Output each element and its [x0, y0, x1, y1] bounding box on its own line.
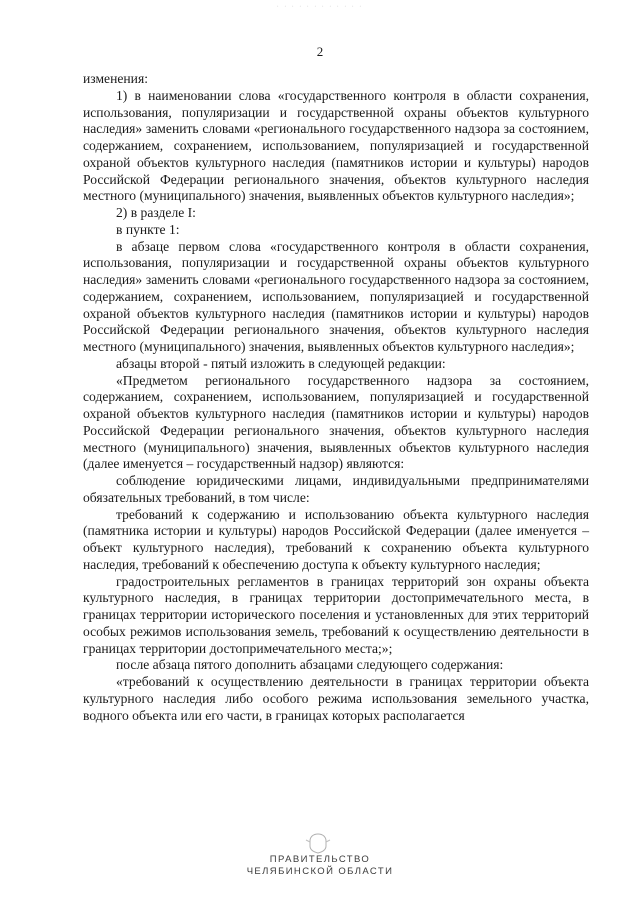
document-body — [83, 71, 589, 724]
paragraph-gradostroitelnyh: градостроительных регламентов в границах территорий зон охраны объекта культурного наследия, в границах территории достопримечательного места, в границах территории исторического поселения и установленных для этих территорий особых режимов использования земель, требований к осуществлению деятельности в границах территории достопримечательного места;»; — [83, 573, 589, 656]
paragraph-posle-abzaca: после абзаца пятого дополнить абзацами следующего содержания: — [116, 657, 504, 673]
coat-of-arms-icon — [300, 832, 336, 854]
page-number: 2 — [316, 44, 324, 59]
paragraph-soblyudenie: соблюдение юридическими лицами, индивидуальными предпринимателями обязательных требований, в том числе: — [83, 473, 589, 505]
paragraph-item-2: 2) в разделе I: — [116, 205, 196, 220]
stamp-line-1: ПРАВИТЕЛЬСТВО — [269, 854, 371, 865]
paragraph-abzacy-2-5: абзацы второй - пятый изложить в следующей редакции: — [116, 355, 446, 371]
paragraph-trebovaniy: требований к содержанию и использованию объекта культурного наследия (памятника истории и культуры) народов Российской Федерации (далее именуется – объект культурного наследия), требований к сохранению объекта культурного наследия, требований к обеспечению доступа к объекту культурного наследия; — [83, 506, 589, 572]
paragraph-intro: изменения: — [83, 71, 148, 86]
header-scan-mark: · · · · · · · · · · · · — [276, 4, 364, 10]
paragraph-predmet: «Предметом регионального государственного надзора за состоянием, содержанием, сохранением, использованием, популяризацией и государственной охраной объектов культурного наследия (памятников истории и культуры) народов Российской Федерации регионального значения, объектов культурного наследия местного (муниципального) значения, выявленных объектов культурного наследия (далее именуется – государственный надзор) являются: — [83, 372, 589, 472]
paragraph-first-abzac: в абзаце первом слова «государственного контроля в области сохранения, использования, популяризации и государственной охраны объектов культурного наследия» заменить словами «регионального государственного надзора за состоянием, содержанием, сохранением, использованием, популяризацией и государственной охраной объектов культурного наследия (памятников истории и культуры) народов Российской Федерации регионального значения, объектов культурного наследия местного (муниципального) значения, выявленных объектов культурного наследия»; — [83, 238, 589, 354]
government-stamp — [0, 854, 640, 878]
paragraph-trebovaniy-osushchestvleniyu: «требований к осуществлению деятельности в границах территории объекта культурного наследия либо особого режима использования земельного участка, водного объекта или его части, в границах которых располагается — [83, 674, 589, 723]
paragraph-point-1: в пункте 1: — [116, 221, 180, 237]
paragraph-item-1: 1) в наименовании слова «государственного контроля в области сохранения, использования, популяризации и государственной охраны объектов культурного наследия» заменить словами «регионального государственного надзора за состоянием, содержанием, сохранением, использованием, популяризацией и государственной охраной объектов культурного наследия (памятников истории и культуры) народов Российской Федерации регионального значения, объектов культурного наследия местного (муниципального) значения, выявленных объектов культурного наследия»; — [83, 87, 589, 204]
stamp-line-2: ЧЕЛЯБИНСКОЙ ОБЛАСТИ — [246, 866, 394, 877]
